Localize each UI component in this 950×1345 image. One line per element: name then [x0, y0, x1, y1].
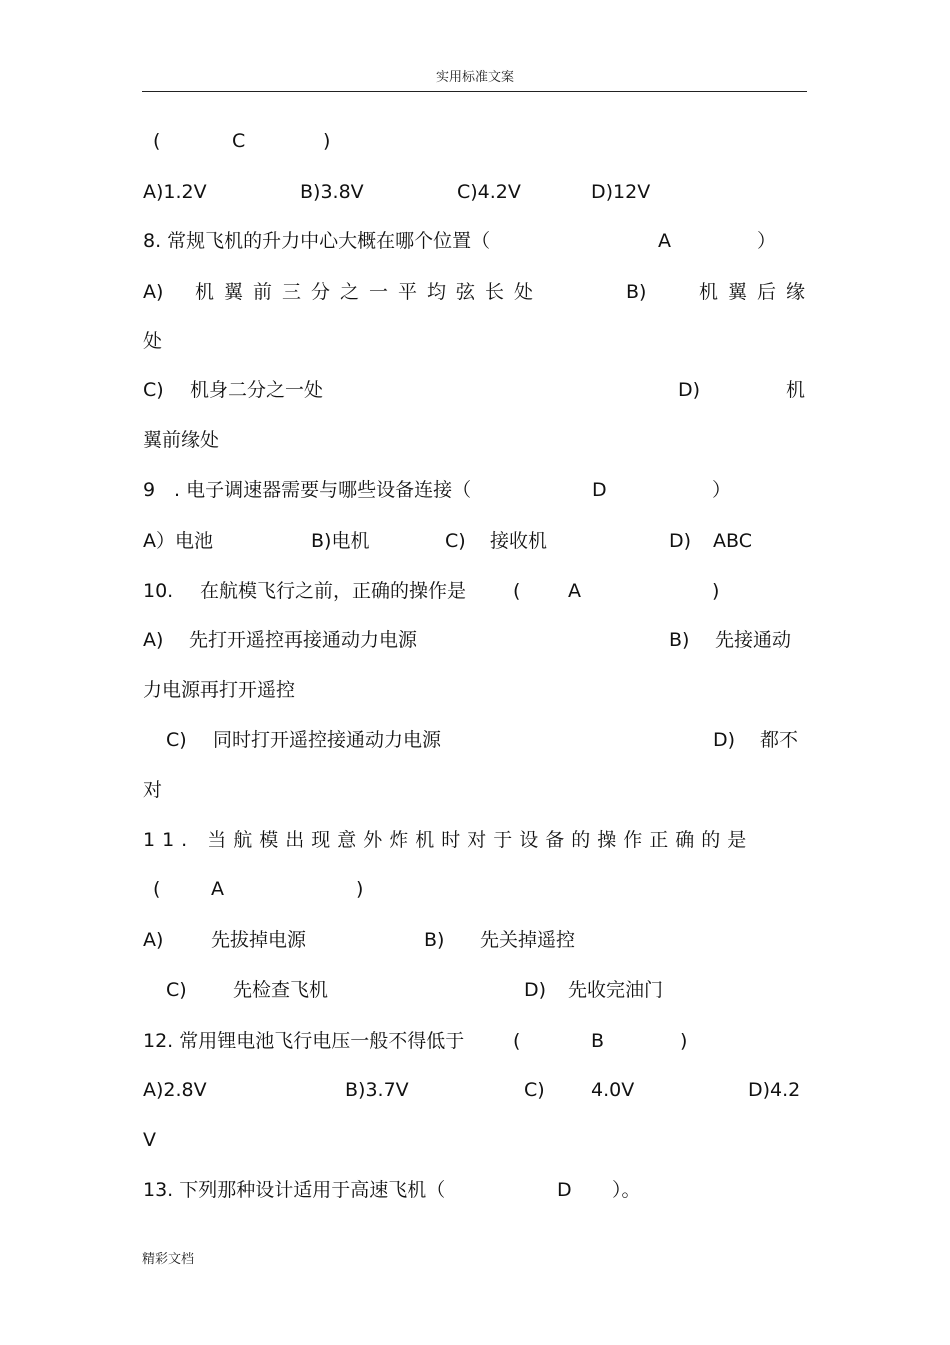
q11-opt-c-label: C): [166, 979, 187, 1001]
page-footer: 精彩文档: [142, 1252, 195, 1267]
q12-opt-a: A)2.8V: [143, 1079, 207, 1101]
q10-question: 在航模飞行之前，正确的操作是: [200, 580, 467, 602]
q10-paren-open: (: [513, 580, 521, 602]
q7-paren-close: ): [323, 130, 331, 152]
q9-answer: D: [592, 479, 607, 501]
q9-opt-d-label: D): [669, 530, 692, 552]
q12-question: 12. 常用锂电池飞行电压一般不得低于: [143, 1030, 465, 1052]
q8-question: 8. 常规飞机的升力中心大概在哪个位置（: [143, 230, 491, 252]
q9-opt-c-text: 接收机: [490, 530, 548, 552]
q10-opt-d-wrap: 对: [143, 779, 163, 801]
q10-opt-a-text: 先打开遥控再接通动力电源: [189, 629, 418, 651]
q10-opt-c-text: 同时打开遥控接通动力电源: [213, 729, 442, 751]
q8-opt-c-text: 机身二分之一处: [190, 379, 324, 401]
q7-option-d: D)12V: [591, 181, 651, 203]
q7-paren-open: (: [153, 130, 161, 152]
q10-opt-c-label: C): [166, 729, 187, 751]
q8-opt-d-text: 机: [786, 379, 806, 401]
q11-opt-a-text: 先拔掉电源: [211, 929, 307, 951]
q13-paren-close: ）。: [612, 1179, 641, 1201]
q12-opt-b: B)3.7V: [345, 1079, 409, 1101]
q10-opt-d-label: D): [713, 729, 736, 751]
header-divider: [142, 91, 807, 92]
page-header: 实用标准文案: [435, 70, 514, 85]
q9-paren-close: ）: [712, 479, 732, 501]
q9-opt-b: B)电机: [311, 530, 370, 552]
q9-opt-d-text: ABC: [713, 530, 752, 552]
q7-option-b: B)3.8V: [300, 181, 364, 203]
q10-number: 10.: [143, 580, 174, 602]
q8-opt-a-text: 机翼前三分之一平均弦长处: [195, 281, 544, 303]
q13-question: 13. 下列那种设计适用于高速飞机（: [143, 1179, 446, 1201]
q11-opt-b-text: 先关掉遥控: [480, 929, 576, 951]
q7-answer: C: [232, 130, 246, 152]
q11-opt-d-label: D): [524, 979, 547, 1001]
q12-opt-c-label: C): [524, 1079, 545, 1101]
q8-opt-a-label: A): [143, 281, 164, 303]
q11-answer: A: [211, 878, 224, 900]
q8-opt-b-wrap: 处: [143, 330, 163, 352]
q12-opt-c-text: 4.0V: [591, 1079, 635, 1101]
q10-opt-a-label: A): [143, 629, 164, 651]
q10-answer: A: [568, 580, 581, 602]
q10-opt-b-wrap: 力电源再打开遥控: [143, 679, 296, 701]
q8-paren-close: ）: [757, 230, 777, 252]
q8-opt-d-wrap: 翼前缘处: [143, 429, 220, 451]
q11-question: 11. 当航模出现意外炸机时对于设备的操作正确的是: [143, 829, 754, 851]
q10-opt-b-text: 先接通动: [715, 629, 792, 651]
q8-opt-b-label: B): [626, 281, 647, 303]
q9-opt-c-label: C): [445, 530, 466, 552]
q9-number: 9: [143, 479, 156, 501]
q11-opt-d-text: 先收完油门: [568, 979, 664, 1001]
q12-answer: B: [591, 1030, 605, 1052]
q13-answer: D: [557, 1179, 572, 1201]
q11-opt-b-label: B): [424, 929, 445, 951]
q8-opt-d-label: D): [678, 379, 701, 401]
q12-opt-d-wrap: V: [143, 1129, 156, 1151]
q8-answer: A: [658, 230, 671, 252]
q11-opt-c-text: 先检查飞机: [233, 979, 329, 1001]
q11-opt-a-label: A): [143, 929, 164, 951]
q12-paren-open: (: [513, 1030, 521, 1052]
q12-opt-d: D)4.2: [748, 1079, 801, 1101]
q8-opt-c-label: C): [143, 379, 164, 401]
q11-paren-open: (: [153, 878, 161, 900]
q7-option-a: A)1.2V: [143, 181, 207, 203]
q8-opt-b-text: 机翼后缘: [699, 281, 816, 303]
q9-question: . 电子调速器需要与哪些设备连接（: [174, 479, 472, 501]
q7-option-c: C)4.2V: [457, 181, 521, 203]
q11-paren-close: ): [356, 878, 364, 900]
q10-opt-b-label: B): [669, 629, 690, 651]
q9-opt-a: A）电池: [143, 530, 213, 552]
q10-paren-close: ): [712, 580, 720, 602]
q12-paren-close: ): [680, 1030, 688, 1052]
q10-opt-d-text: 都不: [760, 729, 799, 751]
